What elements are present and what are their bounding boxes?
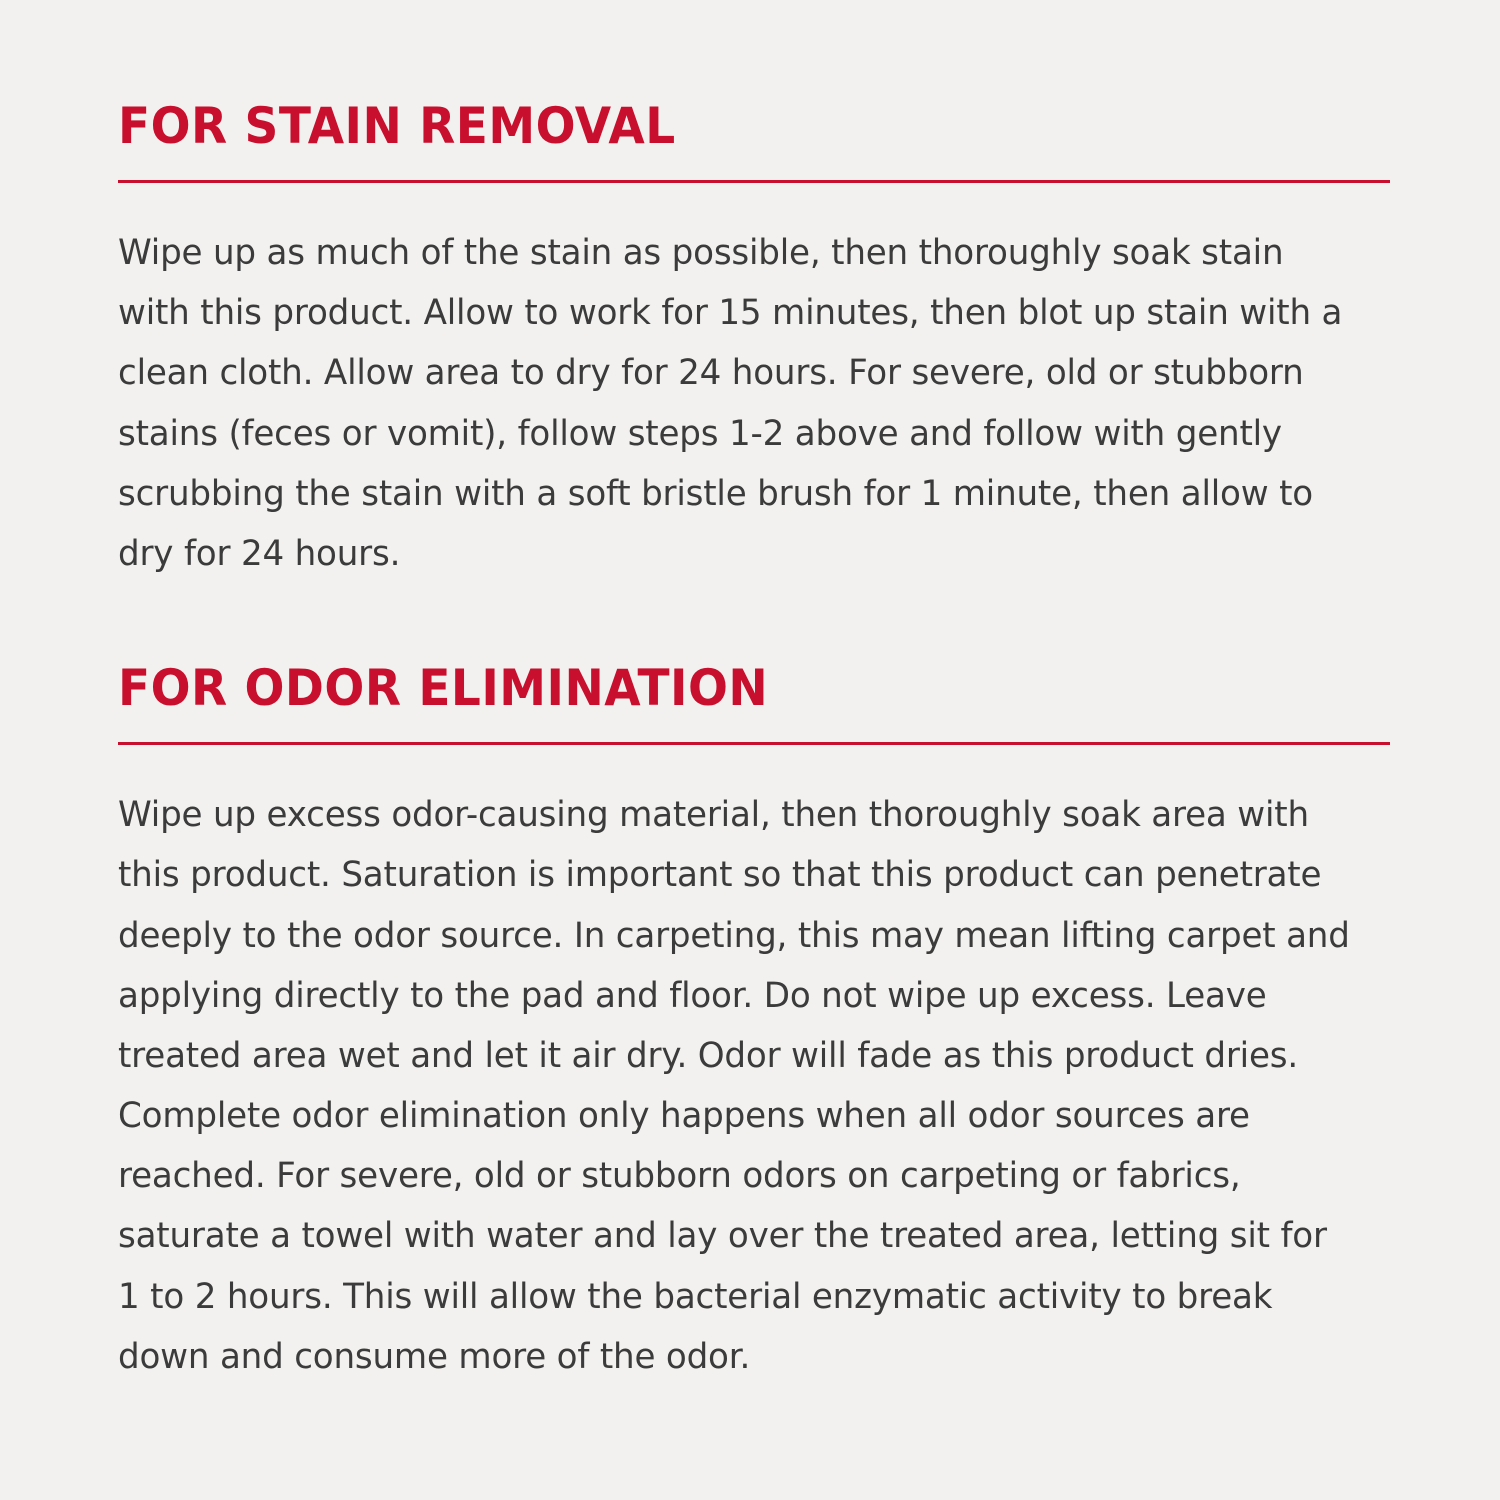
section-heading-stain-removal: FOR STAIN REMOVAL	[118, 97, 676, 155]
section-heading-odor-elimination: FOR ODOR ELIMINATION	[118, 659, 769, 718]
section-stain-removal	[118, 97, 1390, 584]
section-body-stain-removal: Wipe up as much of the stain as possible, then thoroughly soak stain with this product. Allow to work for 15 minutes, then blot up stain with a clean cloth. Allow area to dry for 24 hours. For severe, old or stubborn stains (feces or vomit), follow steps 1-2 above and follow with gently scrubbing the stain with a soft bristle brush for 1 minute, then allow to dry for 24 hours.	[118, 233, 1343, 574]
section-divider-odor-elimination	[118, 742, 1390, 745]
section-body-odor-elimination: Wipe up excess odor-causing material, then thoroughly soak area with this product. Saturation is important so that this product can penetrate deeply to the odor source. In carpeting, this may mean lifting carpet and applying directly to the pad and floor. Do not wipe up excess. Leave treated area wet and let it air dry. Odor will fade as this product dries. Complete odor elimination only happens when all odor sources are reached. For severe, old or stubborn odors on carpeting or fabrics, saturate a towel with water and lay over the treated area, letting sit for 1 to 2 hours. This will allow the bacterial enzymatic activity to break down and consume more of the odor.	[118, 795, 1350, 1377]
section-odor-elimination	[118, 659, 1390, 1387]
section-divider-stain-removal	[118, 180, 1390, 183]
